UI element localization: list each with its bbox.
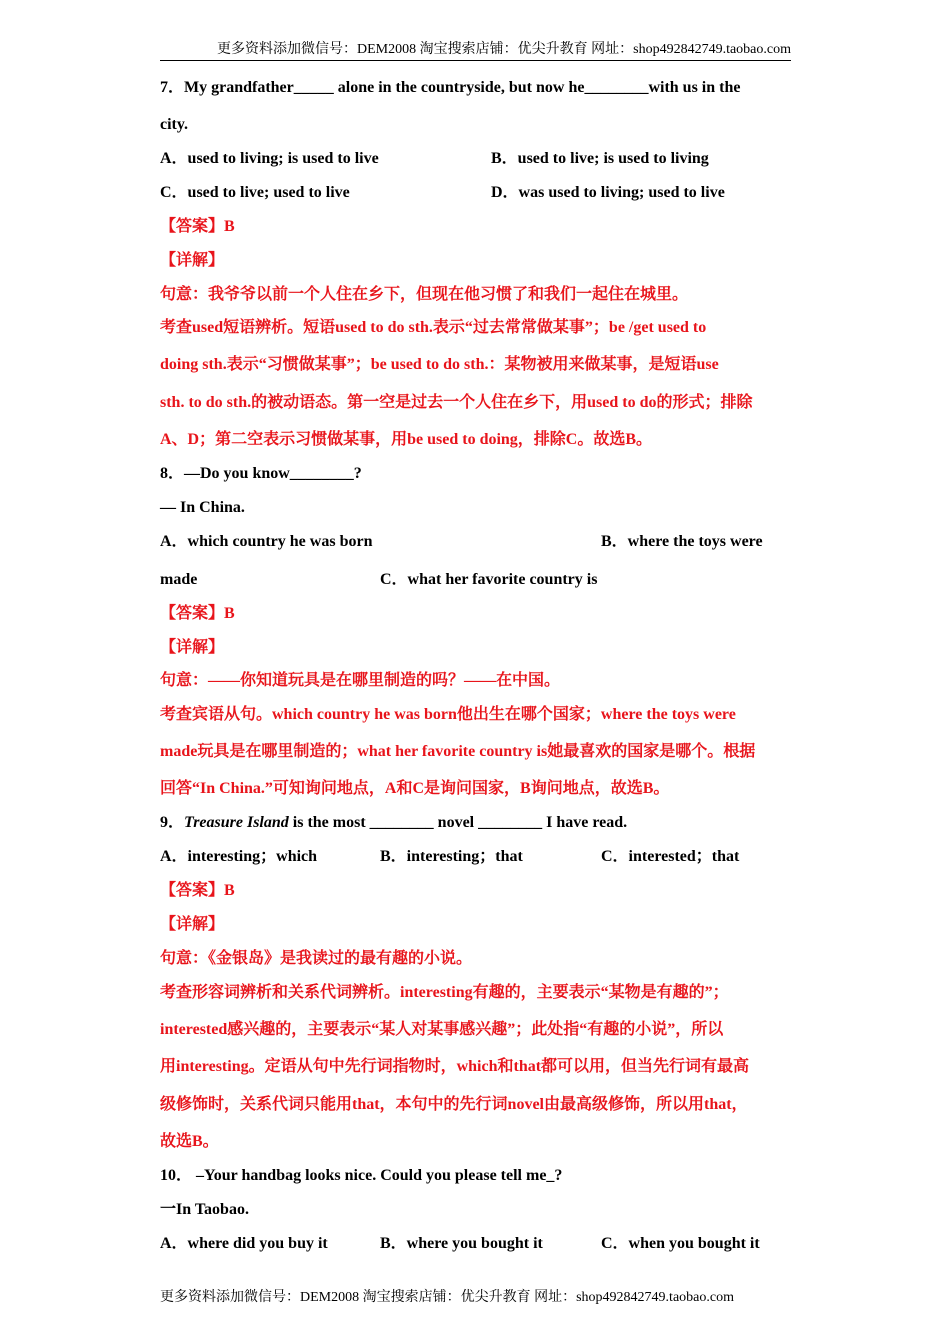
q9-stem [160,813,792,833]
q9-stem-rest: is the most ________ novel ________ I have read. [288,814,628,831]
q8-detail-label: 【详解】 [160,639,225,656]
q9-option-b: B．interesting；that [380,848,523,865]
q7-answer: 【答案】B [160,218,235,235]
q8-explanation-line: 考查宾语从句。which country he was born他出生在哪个国家；where the toys were [160,706,736,723]
q7-explanation-line: doing sth.表示“习惯做某事”；be used to do sth.：某物被用来做某事，是短语use [160,356,719,373]
q9-book-title: Treasure Island [184,814,289,831]
q8-option-a: A．which country he was born [160,533,373,550]
q7-option-c: C．used to live; used to live [160,184,350,201]
q9-explanation-line: interested感兴趣的，主要表示“某人对某事感兴趣”；此处指“有趣的小说”，所以 [160,1021,724,1038]
page-footer: 更多资料添加微信号：DEM2008 淘宝搜索店铺：优尖升教育 网址：shop492842749.taobao.com [160,1290,734,1305]
page-header: 更多资料添加微信号：DEM2008 淘宝搜索店铺：优尖升教育 网址：shop492842749.taobao.com [160,38,791,61]
q10-stem-line2: 一In Taobao. [160,1201,249,1218]
q8-explanation-line: made玩具是在哪里制造的；what her favorite country is她最喜欢的国家是哪个。根据 [160,743,756,760]
q8-answer: 【答案】B [160,605,235,622]
q7-stem-line2: city. [160,116,188,133]
q8-stem-line2: — In China. [160,499,245,516]
q9-explanation-line: 用interesting。定语从句中先行词指物时，which和that都可以用，但当先行词有最高 [160,1058,750,1075]
q8-option-b-continued: made [160,571,198,588]
q9-number: 9． [160,814,185,831]
q7-explanation-line: sth. to do sth.的被动语态。第一空是过去一个人住在乡下，用used to do的形式；排除 [160,394,753,411]
q8-explanation-line: 句意：——你知道玩具是在哪里制造的吗？——在中国。 [160,672,561,689]
q9-detail-label: 【详解】 [160,916,225,933]
q9-option-a: A．interesting；which [160,848,318,865]
q8-option-c: C．what her favorite country is [380,571,598,588]
q10-option-a: A．where did you buy it [160,1235,328,1252]
q7-explanation-line: 考查used短语辨析。短语used to do sth.表示“过去常常做某事”；be /get used to [160,319,707,336]
q9-option-c: C．interested；that [601,848,740,865]
q9-explanation-line: 句意：《金银岛》是我读过的最有趣的小说。 [160,950,473,967]
q9-explanation-line: 故选B。 [160,1133,219,1150]
q7-explanation-line: A、D；第二空表示习惯做某事，用be used to doing，排除C。故选B。 [160,431,653,448]
q9-answer: 【答案】B [160,882,235,899]
q7-detail-label: 【详解】 [160,252,225,269]
q10-option-b: B．where you bought it [380,1235,543,1252]
q10-stem-line1: 10． –Your handbag looks nice. Could you please tell me_? [160,1167,563,1184]
q9-explanation-line: 考查形容词辨析和关系代词辨析。interesting有趣的，主要表示“某物是有趣的”； [160,984,729,1001]
q10-option-c: C．when you bought it [601,1235,760,1252]
q8-option-b: B．where the toys were [601,533,763,550]
q7-stem-line1: 7．My grandfather_____ alone in the countryside, but now he________with us in the [160,79,741,96]
q7-option-b: B．used to live; is used to living [491,150,709,167]
q7-option-a: A．used to living; is used to live [160,150,379,167]
q8-stem-line1: 8．—Do you know________? [160,465,362,482]
q8-explanation-line: 回答“In China.”可知询问地点，A和C是询问国家，B询问地点，故选B。 [160,780,670,797]
q7-explanation-line: 句意：我爷爷以前一个人住在乡下，但现在他习惯了和我们一起住在城里。 [160,286,689,303]
q9-explanation-line: 级修饰时，关系代词只能用that，本句中的先行词novel由最高级修饰，所以用that， [160,1096,748,1113]
q7-option-d: D．was used to living; used to live [491,184,725,201]
